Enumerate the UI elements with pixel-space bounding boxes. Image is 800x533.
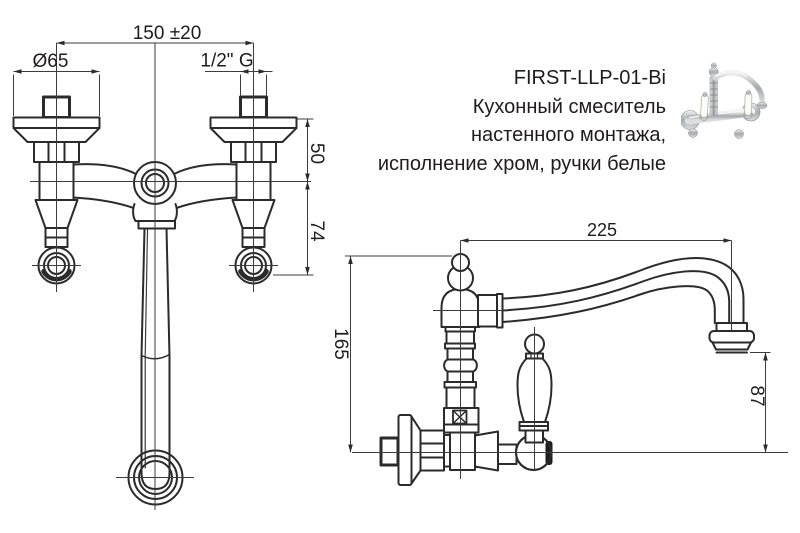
faucet-photo-shapes — [681, 63, 767, 139]
product-code: FIRST-LLP-01-Bi — [513, 67, 666, 89]
dim-wall-to-spout-axis: 50 — [306, 142, 327, 165]
product-description-line: Кухонный смеситель — [472, 95, 666, 118]
dim-escutcheon-diameter: Ø65 — [32, 51, 69, 72]
dim-spout-reach: 225 — [586, 220, 618, 240]
side-view-dimensions — [330, 220, 771, 453]
side-wall-mount — [381, 415, 450, 485]
dim-centers-distance: 150 ±20 — [132, 23, 202, 44]
product-description-line: исполнение хром, ручки белые — [377, 152, 666, 175]
dim-spout-outlet-drop: 87 — [746, 385, 767, 407]
dim-thread-size: 1/2" G — [200, 50, 254, 72]
dim-overall-height: 165 — [330, 328, 351, 360]
product-photo-icon — [681, 57, 786, 142]
product-description-line: настенного монтажа, — [470, 124, 666, 146]
dim-axis-to-handle-end: 74 — [306, 220, 327, 242]
side-handle — [475, 335, 553, 471]
side-view — [381, 254, 754, 485]
side-view-centerlines — [352, 241, 788, 480]
product-info — [330, 64, 666, 178]
